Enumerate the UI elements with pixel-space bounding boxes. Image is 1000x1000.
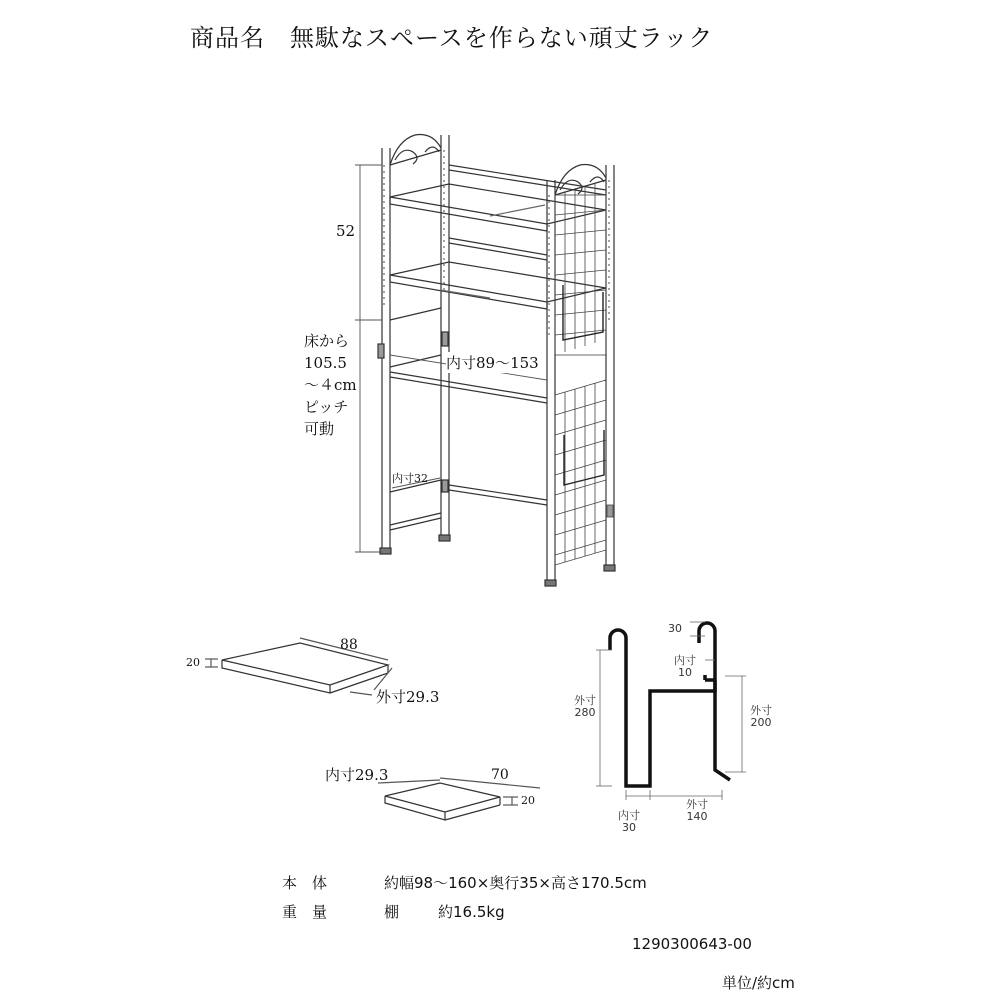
hanger-inner-30-label: 内寸 — [618, 809, 640, 822]
small-shelf-inner-depth: 内寸29.3 — [325, 766, 389, 784]
inner-depth-label: 内寸32 — [392, 472, 428, 485]
hanger-inner-10 — [674, 655, 696, 679]
large-shelf-thickness: 20 — [186, 656, 200, 669]
rack-bars — [378, 308, 547, 530]
floor-note-line: 床から — [304, 332, 350, 350]
small-shelf-width: 70 — [491, 767, 509, 783]
floor-note-line: ピッチ — [304, 398, 349, 416]
hanger-outer-280 — [574, 695, 596, 719]
hanger-outer-200 — [750, 705, 772, 729]
hanger-outer-140-label: 外寸 — [686, 798, 708, 811]
page-title: 商品名 無駄なスペースを作らない頑丈ラック — [190, 24, 714, 52]
rack-right-posts — [545, 165, 615, 586]
spec-weight-value: 約16.5kg — [438, 903, 505, 921]
floor-note-line: ～４cm — [304, 376, 357, 394]
hanger-inner-30-value: 30 — [622, 821, 636, 834]
hanger-inner-10-label: 内寸 — [674, 654, 696, 667]
lower-mesh — [555, 380, 613, 565]
large-shelf-width: 88 — [340, 637, 358, 653]
hanger-outer-280-value: 280 — [574, 706, 596, 719]
hanger-outer-140-value: 140 — [686, 810, 708, 823]
upper-shelf — [390, 165, 606, 231]
hanger-inner-30 — [618, 810, 640, 834]
product-code: 1290300643-00 — [632, 935, 752, 953]
hanger-outer-280-label: 外寸 — [574, 694, 596, 707]
spec-body-label: 本 体 — [282, 874, 328, 892]
large-shelf-outer-depth: 外寸29.3 — [376, 688, 440, 706]
spec-weight-sub: 棚 — [384, 903, 400, 921]
hanger-outer-140 — [686, 799, 708, 823]
hanger-dimension-lines — [596, 622, 746, 800]
hanger-top-30: 30 — [668, 622, 682, 635]
spec-body-value: 約幅98～160×奥行35×高さ170.5cm — [384, 874, 647, 892]
floor-height-note — [304, 330, 364, 440]
hanger-shape — [610, 623, 730, 786]
left-arch — [390, 135, 441, 165]
large-shelf-board — [205, 638, 392, 695]
unit-note: 単位/約cm — [722, 974, 795, 992]
spec-weight-label: 重 量 — [282, 903, 328, 921]
inner-width-label: 内寸89～153 — [446, 354, 539, 372]
small-shelf-board — [378, 778, 540, 820]
upper-mesh — [555, 184, 606, 355]
hanger-outer-200-value: 200 — [750, 716, 772, 729]
floor-note-line: 可動 — [304, 420, 335, 438]
hanger-outer-200-label: 外寸 — [750, 704, 772, 717]
rack-dim-52: 52 — [336, 222, 356, 240]
floor-note-line: 105.5 — [304, 354, 347, 372]
small-shelf-thickness: 20 — [521, 794, 535, 807]
hanger-inner-10-value: 10 — [678, 666, 692, 679]
